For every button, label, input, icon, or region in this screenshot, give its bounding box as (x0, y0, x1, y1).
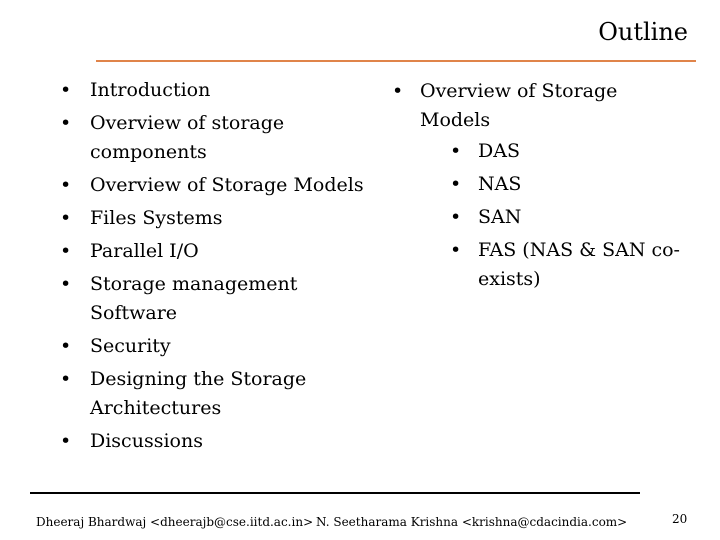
list-item-label: Discussions (90, 430, 203, 452)
bullet-icon: • (60, 368, 72, 390)
bullet-icon: • (60, 79, 72, 101)
bullet-icon: • (60, 207, 72, 229)
bullet-icon: • (60, 112, 72, 134)
sublist-item-label: NAS (478, 173, 522, 195)
bullet-icon: • (60, 335, 72, 357)
list-item (60, 171, 380, 200)
bullet-icon: • (60, 430, 72, 452)
bullet-icon: • (450, 206, 462, 228)
list-item (60, 365, 380, 423)
list-item (392, 77, 682, 294)
storage-models-sublist (420, 137, 682, 294)
sublist-item (420, 170, 682, 199)
outline-list (60, 76, 380, 460)
sublist-item-label: FAS (NAS & SAN co-exists) (478, 239, 680, 290)
list-item-label: Introduction (90, 79, 211, 101)
list-item (60, 427, 380, 456)
bullet-icon: • (60, 174, 72, 196)
bullet-icon: • (450, 239, 462, 261)
bullet-icon: • (450, 173, 462, 195)
list-item (60, 237, 380, 266)
footer-author-right: N. Seetharama Krishna <krishna@cdacindia.com> (316, 515, 628, 529)
slide-title: Outline (598, 18, 688, 46)
sublist-item (420, 203, 682, 232)
storage-models-list (392, 77, 682, 298)
sublist-item (420, 236, 682, 294)
sublist-item-label: SAN (478, 206, 522, 228)
bullet-icon: • (392, 80, 404, 102)
list-item-label: Files Systems (90, 207, 223, 229)
list-item-label: Overview of Storage Models (420, 80, 618, 131)
bullet-icon: • (450, 140, 462, 162)
bullet-icon: • (60, 240, 72, 262)
list-item-label: Overview of storage components (90, 112, 285, 163)
list-item-label: Storage management Software (90, 273, 298, 324)
page-number: 20 (672, 512, 688, 526)
title-divider (96, 60, 696, 62)
footer-divider (30, 492, 640, 494)
list-item-label: Parallel I/O (90, 240, 199, 262)
sublist-item (420, 137, 682, 166)
list-item (60, 109, 380, 167)
list-item (60, 204, 380, 233)
list-item (60, 270, 380, 328)
list-item-label: Designing the Storage Architectures (90, 368, 307, 419)
bullet-icon: • (60, 273, 72, 295)
list-item-label: Security (90, 335, 171, 357)
list-item (60, 332, 380, 361)
footer-author-left: Dheeraj Bhardwaj <dheerajb@cse.iitd.ac.in> (36, 515, 314, 529)
sublist-item-label: DAS (478, 140, 520, 162)
list-item (60, 76, 380, 105)
list-item-label: Overview of Storage Models (90, 174, 364, 196)
